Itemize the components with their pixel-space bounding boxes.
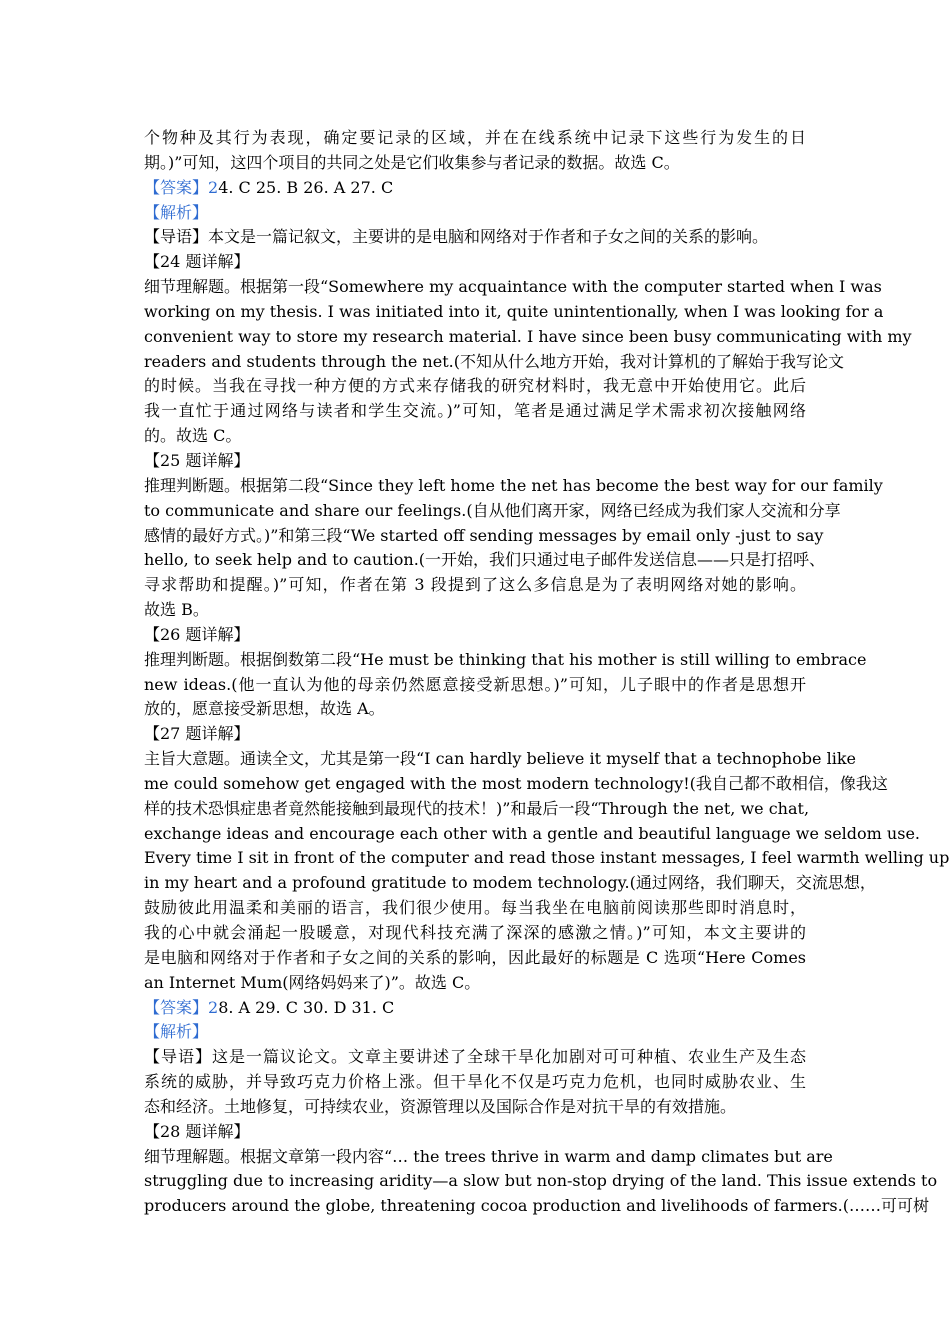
text-line [144,921,806,946]
line-text: 【导语】这是一篇议论文。文章主要讲述了全球干旱化加剧对可可种植、农业生产及生态 [144,1047,806,1067]
line-text: 系统的威胁，并导致巧克力价格上涨。但干旱化不仅是巧克力危机，也同时威胁农业、生 [144,1072,806,1092]
text-line [144,673,806,698]
text-line [144,151,806,176]
text-line [144,499,841,524]
text-line [144,1194,929,1219]
line-text: struggling due to increasing aridity—a slow but non-stop drying of the land. This issue extends to [144,1171,938,1191]
section-label: 【解析】 [144,202,209,222]
text-line [144,300,884,325]
text-line [144,225,806,250]
line-text: 4. C 25. B 26. A 27. C [218,177,394,197]
text-line [144,747,857,772]
text-line [144,697,806,722]
text-line [144,176,806,201]
line-text: 推理判断题。根据第二段“Since they left home the net has become the best way for our family [144,475,883,495]
text-line [144,524,824,549]
text-line [144,623,806,648]
line-text: 期。)”可知，这四个项目的共同之处是它们收集参与者记录的数据。故选 C。 [144,152,680,172]
text-line [144,1045,806,1070]
section-label: 【答案】2 [144,177,219,197]
line-text: 态和经济。土地修复，可持续农业，资源管理以及国际合作是对抗干旱的有效措施。 [144,1096,737,1116]
line-text: 主旨大意题。通读全文，尤其是第一段“I can hardly believe it myself that a technophobe like [144,749,857,769]
text-line [144,424,806,449]
text-line [144,548,826,573]
line-text: convenient way to store my research material. I have since been busy communicating with my [144,326,912,346]
line-text: hello, to seek help and to caution.(一开始，我们只通过电子邮件发送信息——只是打招呼、 [144,550,826,570]
line-text: 样的技术恐惧症患者竟然能接触到最现代的技术！)”和最后一段“Through the net, we chat, [144,798,810,818]
line-text: new ideas.(他一直认为他的母亲仍然愿意接受新思想。)”可知，儿子眼中的作者是思想开 [144,674,806,694]
text-line [144,275,882,300]
line-text: exchange ideas and encourage each other with a gentle and beautiful language we seldom use. [144,823,920,843]
line-text: 放的，愿意接受新思想，故选 A。 [144,699,385,719]
text-line [144,449,806,474]
text-line [144,1169,938,1194]
line-text: 8. A 29. C 30. D 31. C [218,997,395,1017]
text-line [144,772,888,797]
text-line [144,648,867,673]
line-text: 我一直忙于通过网络与读者和学生交流。)”可知，笔者是通过满足学术需求初次接触网络 [144,401,806,421]
line-text: 【27 题详解】 [144,724,250,744]
line-text: 个物种及其行为表现，确定要记录的区域，并在在线系统中记录下这些行为发生的日 [144,128,806,147]
line-text: Every time I sit in front of the computer and read those instant messages, I feel warmth welling up [144,848,950,868]
line-text: 【28 题详解】 [144,1121,250,1141]
line-text: 细节理解题。根据第一段“Somewhere my acquaintance with the computer started when I was [144,277,882,297]
line-text: to communicate and share our feelings.(自从他们离开家，网络已经成为我们家人交流和分享 [144,500,841,520]
line-text: 是电脑和网络对于作者和子女之间的关系的影响，因此最好的标题是 C 选项“Here Comes [144,947,806,967]
text-line [144,1070,806,1095]
line-text: 【导语】本文是一篇记叙文，主要讲的是电脑和网络对于作者和子女之间的关系的影响。 [144,227,769,247]
text-line [144,350,844,375]
text-line [144,722,806,747]
line-text: 推理判断题。根据倒数第二段“He must be thinking that his mother is still willing to embrace [144,649,867,669]
line-text: 的时候。当我在寻找一种方便的方式来存储我的研究材料时，我无意中开始使用它。此后 [144,376,806,396]
section-label: 【解析】 [144,1022,209,1042]
text-line [144,1020,806,1045]
text-line [144,946,806,971]
text-line [144,126,806,151]
text-line [144,896,806,921]
text-line [144,598,806,623]
text-line [144,474,883,499]
text-line [144,1095,806,1120]
text-line [144,822,920,847]
document-page [144,126,950,1219]
text-line [144,201,806,226]
line-text: 的。故选 C。 [144,426,242,446]
text-line [144,871,876,896]
line-text: 细节理解题。根据文章第一段内容“… the trees thrive in warm and damp climates but are [144,1146,833,1166]
text-line [144,325,912,350]
line-text: 【24 题详解】 [144,252,250,272]
line-text: 【25 题详解】 [144,450,250,470]
line-text: an Internet Mum(网络妈妈来了)”。故选 C。 [144,972,481,992]
text-line [144,1145,833,1170]
line-text: me could somehow get engaged with the most modern technology!(我自己都不敢相信，像我这 [144,773,888,793]
text-line [144,374,806,399]
text-line [144,399,806,424]
line-text: 鼓励彼此用温柔和美丽的语言，我们很少使用。每当我坐在电脑前阅读那些即时消息时， [144,898,806,918]
line-text: 【26 题详解】 [144,624,250,644]
section-label: 【答案】2 [144,997,219,1017]
line-text: 故选 B。 [144,600,209,620]
text-line [144,1120,806,1145]
line-text: 寻求帮助和提醒。)”可知，作者在第 3 段提到了这么多信息是为了表明网络对她的影响。 [144,575,806,595]
text-line [144,996,806,1021]
line-text: readers and students through the net.(不知从什么地方开始，我对计算机的了解始于我写论文 [144,351,844,371]
line-text: 感情的最好方式。)”和第三段“We started off sending messages by email only -just to say [144,525,824,545]
line-text: producers around the globe, threatening cocoa production and livelihoods of farmers.(……可可树 [144,1196,929,1216]
text-line [144,971,806,996]
line-text: working on my thesis. I was initiated into it, quite unintentionally, when I was looking for a [144,301,884,321]
text-line [144,573,806,598]
line-text: 我的心中就会涌起一股暖意，对现代科技充满了深深的感激之情。)”可知，本文主要讲的 [144,923,806,942]
text-line [144,250,806,275]
line-text: in my heart and a profound gratitude to modem technology.(通过网络，我们聊天，交流思想， [144,873,876,893]
text-line [144,846,950,871]
text-line [144,797,810,822]
